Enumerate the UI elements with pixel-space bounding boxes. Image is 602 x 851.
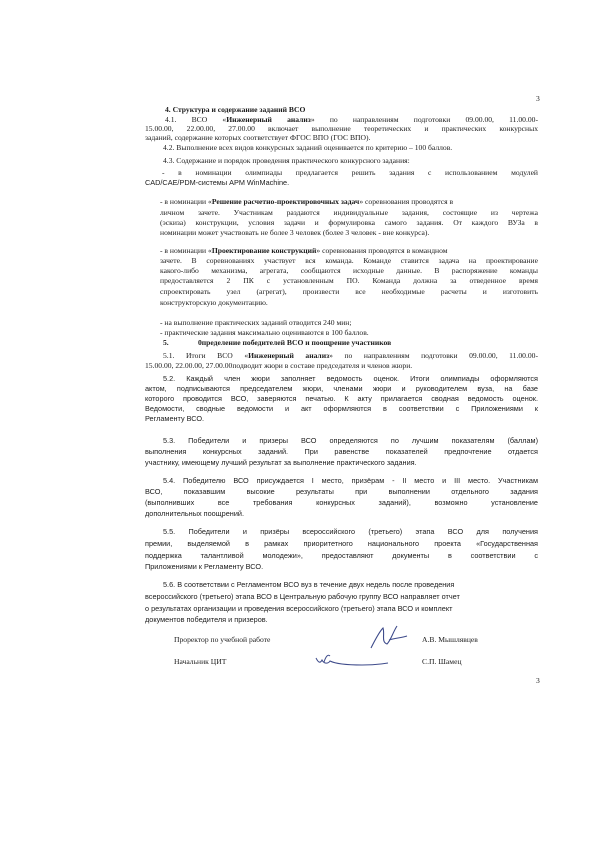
- s56-line3: о результатах организации и проведения всероссийского (третьего) этапа ВСО и комплект: [145, 604, 453, 613]
- s53-line2: выполнения конкурсных заданий. При равенстве показателей предпочтение отдается: [145, 447, 538, 456]
- s51-line1: 5.1. Итоги ВСО «Инженерный анализ» по направлениям подготовки 09.00.00, 11.00.00-: [163, 351, 538, 360]
- s52-line5: Регламенту ВСО.: [145, 414, 205, 423]
- s52-line4: Ведомости, сводные ведомости и акт оформляются в соответствии с Приложениями к: [145, 404, 538, 413]
- s54-line2: ВСО, показавшим высокие результаты при выполнении отдельного задания: [145, 487, 538, 496]
- s43-line2: - в номинации олимпиады предлагается решить задания с использованием модулей: [162, 168, 538, 177]
- signatory-name-1: А.В. Мышлявцев: [422, 635, 478, 644]
- s55-line1: 5.5. Победители и призёры всероссийского (третьего) этапа ВСО для получения: [163, 527, 538, 536]
- nom2-line1: - в номинации «Проектирование конструкций» соревнования проводятся в командном: [160, 246, 448, 255]
- nom1-line3: (эскиза) конструкции, условия задачи и формулировка самого задания. От каждого ВУЗа в: [160, 218, 538, 227]
- nom1-line2: личном зачете. Участникам раздаются индивидуальные задания, состоящие из чертежа: [160, 208, 538, 217]
- s41-line1: 4.1. ВСО «Инженерный анализ» по направлениям подготовки 09.00.00, 11.00.00-: [165, 115, 538, 124]
- signatory-name-2: С.П. Шамец: [422, 657, 462, 666]
- section-5-title: 0пределение победителей ВСО и поощрение участников: [198, 338, 392, 347]
- s55-line2: премии, выделяемой в рамках приоритетного национального проекта «Государственная: [145, 539, 538, 548]
- s56-line4: документов победителя и призеров.: [145, 615, 268, 624]
- s53-line1: 5.3. Победители и призеры ВСО определяются по лучшим показателям (баллам): [163, 436, 538, 445]
- s54-line1: 5.4. Победителю ВСО присуждается I место, призёрам - II место и III место. Участникам: [163, 476, 538, 485]
- s54-line3: (выполнивших все требования конкурсных заданий), возможно установление: [145, 498, 538, 507]
- s43-line1: 4.3. Содержание и порядок проведения практического конкурсного задания:: [163, 156, 410, 165]
- s55-line4: Приложениями к Регламенту ВСО.: [145, 562, 264, 571]
- s55-line3: поддержка талантливой молодежи», предоставляют документы в соответствии с: [145, 551, 538, 560]
- nom2-line3: какого-либо механизма, агрегата, сообщаются исходные данные. В распоряжение команды: [160, 266, 538, 275]
- s56-line2: всероссийского (третьего) этапа ВСО в Центральную рабочую группу ВСО направляет отчет: [145, 592, 460, 601]
- s53-line3: участнику, имеющему лучший результат за выполнение практического задания.: [145, 458, 417, 467]
- signature-2-icon: [312, 648, 392, 672]
- nom1-line4: номинации может участвовать не более 3 человек (более 3 человек - вне конкурса).: [160, 228, 430, 237]
- signatory-role-2: Начальник ЦИТ: [174, 657, 227, 666]
- nom1-line1: - в номинации «Решение расчетно-проектировочных задач» соревнования проводятся в: [160, 197, 454, 206]
- nom2-line6: конструкторскую документацию.: [160, 298, 268, 307]
- signatory-role-1: Проректор по учебной работе: [174, 635, 271, 644]
- s41-line2: 15.00.00, 22.00.00, 27.00.00 включает выполнение теоретических и практических конкурсных: [145, 124, 538, 133]
- s52-line1: 5.2. Каждый член жюри заполняет ведомость оценок. Итоги олимпиады оформляются: [163, 374, 538, 383]
- s54-line4: дополнительных поощрений.: [145, 509, 245, 518]
- s52-line3: которого проводится ВСО, заверяются печатью. К акту прилагается сводная ведомость оценок.: [145, 394, 538, 403]
- s56-line1: 5.6. В соответствии с Регламентом ВСО вуз в течение двух недель после проведения: [163, 580, 455, 589]
- page-number-bottom: 3: [536, 676, 540, 685]
- section-5-number: 5.: [163, 338, 169, 347]
- s43-line3: CAD/CAE/PDM-системы APM WinMachine.: [145, 178, 290, 187]
- nom2-line4: предоставляется 2 ПК с установленным ПО. Команда должна за отведенное время: [160, 276, 538, 285]
- s42-line: 4.2. Выполнение всех видов конкурсных заданий оценивается по критерию – 100 баллов.: [163, 143, 453, 152]
- s52-line2: актом, подписываются председателем жюри, членами жюри и руководителем вуза, на базе: [145, 384, 538, 393]
- time-line2: - практические задания максимально оцениваются в 100 баллов.: [160, 328, 369, 337]
- s41-line3: заданий, содержание которых соответствует ФГОС ВПО (ГОС ВПО).: [145, 133, 371, 142]
- s51-line2: 15.00.00, 22.00.00, 27.00.00подводит жюри в составе председателя и членов жюри.: [145, 361, 413, 370]
- nom2-line2: зачете. В соревнованиях участвует вся команда. Команде ставится задача на проектирование: [160, 256, 538, 265]
- page-number-top: 3: [536, 94, 540, 103]
- section-4-title: 4. Структура и содержание заданий ВСО: [165, 105, 306, 114]
- nom2-line5: спроектировать узел (агрегат), произвести все необходимые расчеты и изготовить: [160, 287, 538, 296]
- time-line1: - на выполнение практических заданий отводится 240 мин;: [160, 318, 352, 327]
